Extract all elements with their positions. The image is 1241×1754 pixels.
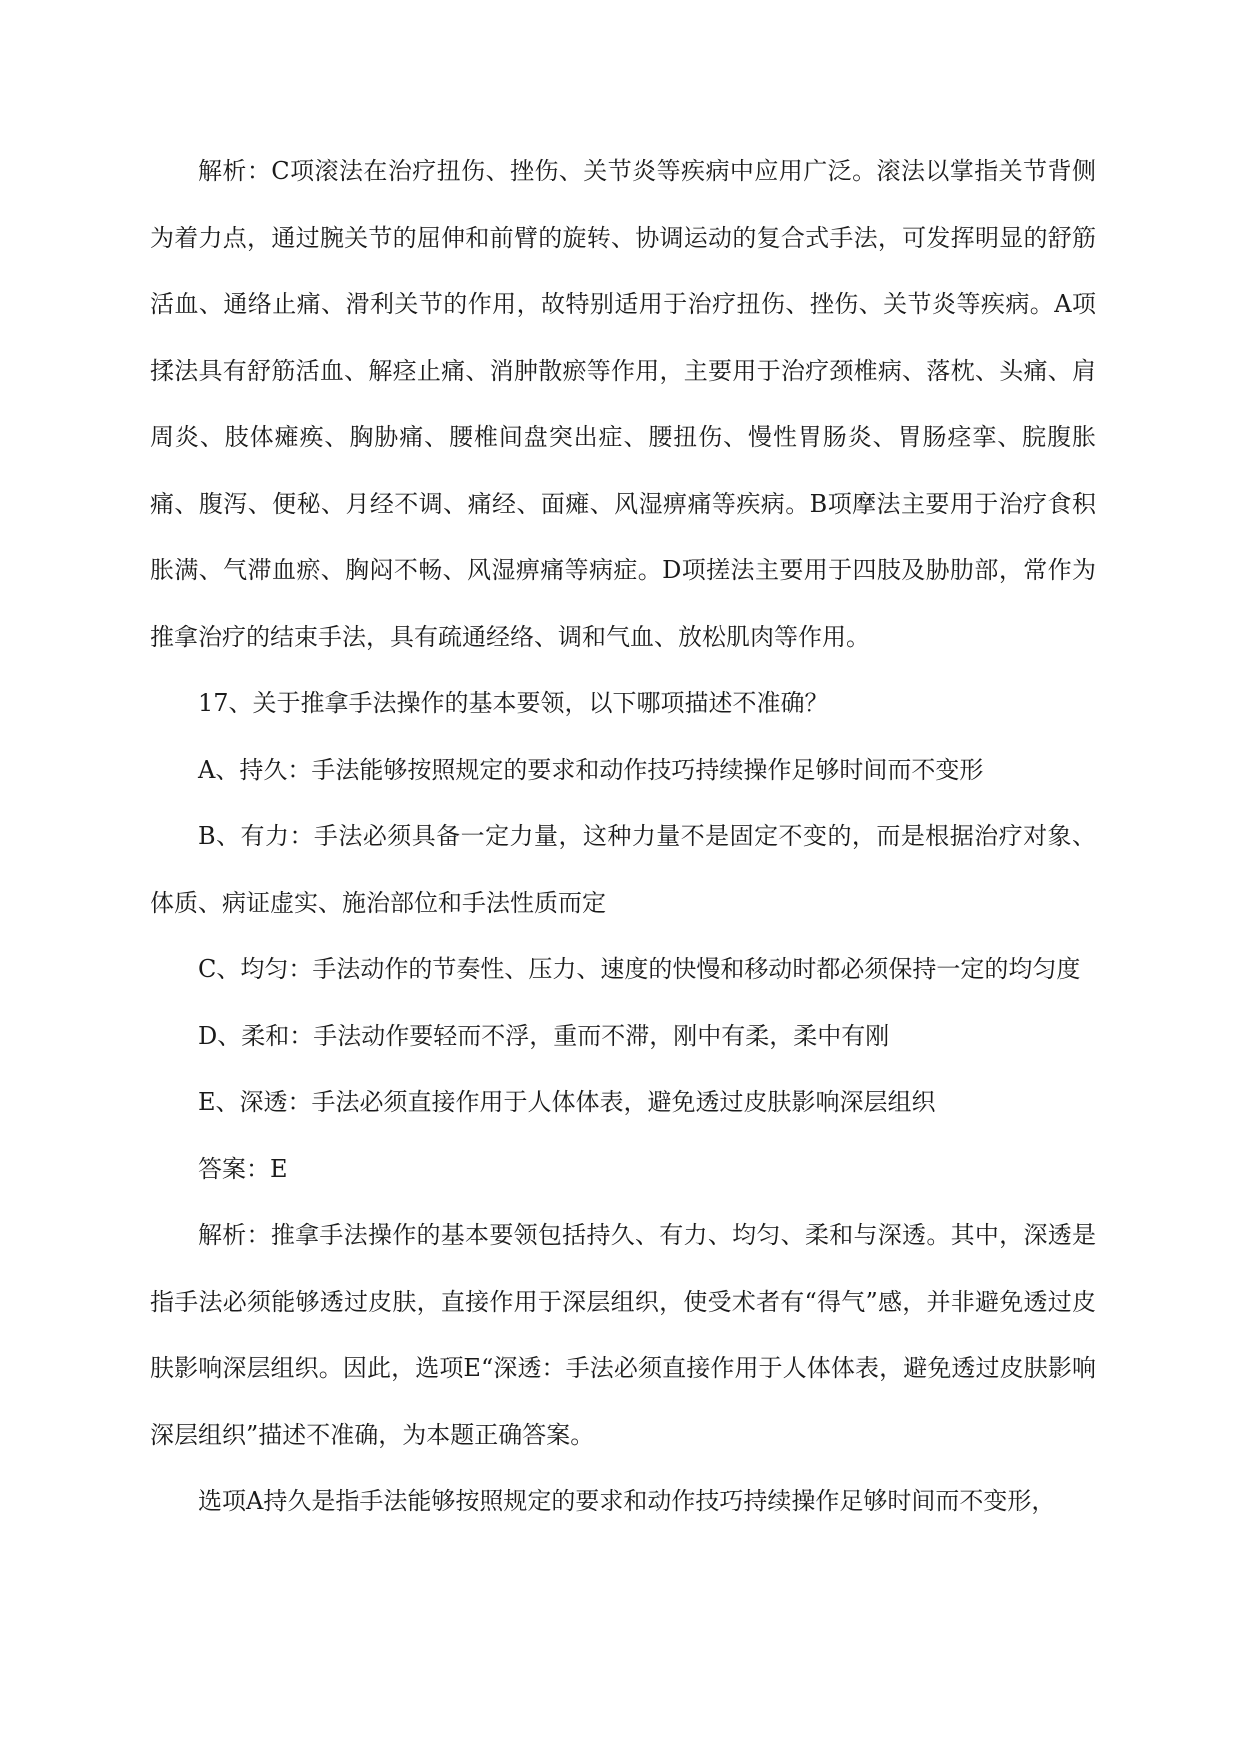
- option-b: B、有力：手法必须具备一定力量，这种力量不是固定不变的，而是根据治疗对象、体质、病证虚实、施治部位和手法性质而定: [150, 822, 1096, 917]
- option-d: D、柔和：手法动作要轻而不浮，重而不滞，刚中有柔，柔中有刚: [198, 1021, 890, 1050]
- option-c: C、均匀：手法动作的节奏性、压力、速度的快慢和移动时都必须保持一定的均匀度: [198, 955, 1081, 983]
- document-page: [150, 138, 1096, 1535]
- answer: 答案：E: [198, 1154, 288, 1183]
- paragraph-option-a-explanation: 选项A持久是指手法能够按照规定的要求和动作技巧持续操作足够时间而不变形，: [198, 1487, 1056, 1515]
- paragraph-analysis-17: 解析：推拿手法操作的基本要领包括持久、有力、均匀、柔和与深透。其中，深透是指手法必须能够透过皮肤，直接作用于深层组织，使受术者有“得气”感，并非避免透过皮肤影响深层组织。因此，选项E“深透：手法必须直接作用于人体体表，避免透过皮肤影响深层组织”描述不准确，为本题正确答案。: [150, 1221, 1096, 1449]
- option-e: E、深透：手法必须直接作用于人体体表，避免透过皮肤影响深层组织: [198, 1088, 936, 1116]
- option-a: A、持久：手法能够按照规定的要求和动作技巧持续操作足够时间而不变形: [198, 755, 984, 784]
- paragraph-analysis-16: 解析：C项滚法在治疗扭伤、挫伤、关节炎等疾病中应用广泛。滚法以掌指关节背侧为着力点，通过腕关节的屈伸和前臂的旋转、协调运动的复合式手法，可发挥明显的舒筋活血、通络止痛、滑利关节的作用，故特别适用于治疗扭伤、挫伤、关节炎等疾病。A项揉法具有舒筋活血、解痉止痛、消肿散瘀等作用，主要用于治疗颈椎病、落枕、头痛、肩周炎、肢体瘫痪、胸胁痛、腰椎间盘突出症、腰扭伤、慢性胃肠炎、胃肠痉挛、脘腹胀痛、腹泻、便秘、月经不调、痛经、面瘫、风湿痹痛等疾病。B项摩法主要用于治疗食积胀满、气滞血瘀、胸闷不畅、风湿痹痛等病症。D项搓法主要用于四肢及胁肋部，常作为推拿治疗的结束手法，具有疏通经络、调和气血、放松肌肉等作用。: [150, 157, 1096, 651]
- question-17: 17、关于推拿手法操作的基本要领，以下哪项描述不准确？: [198, 689, 829, 717]
